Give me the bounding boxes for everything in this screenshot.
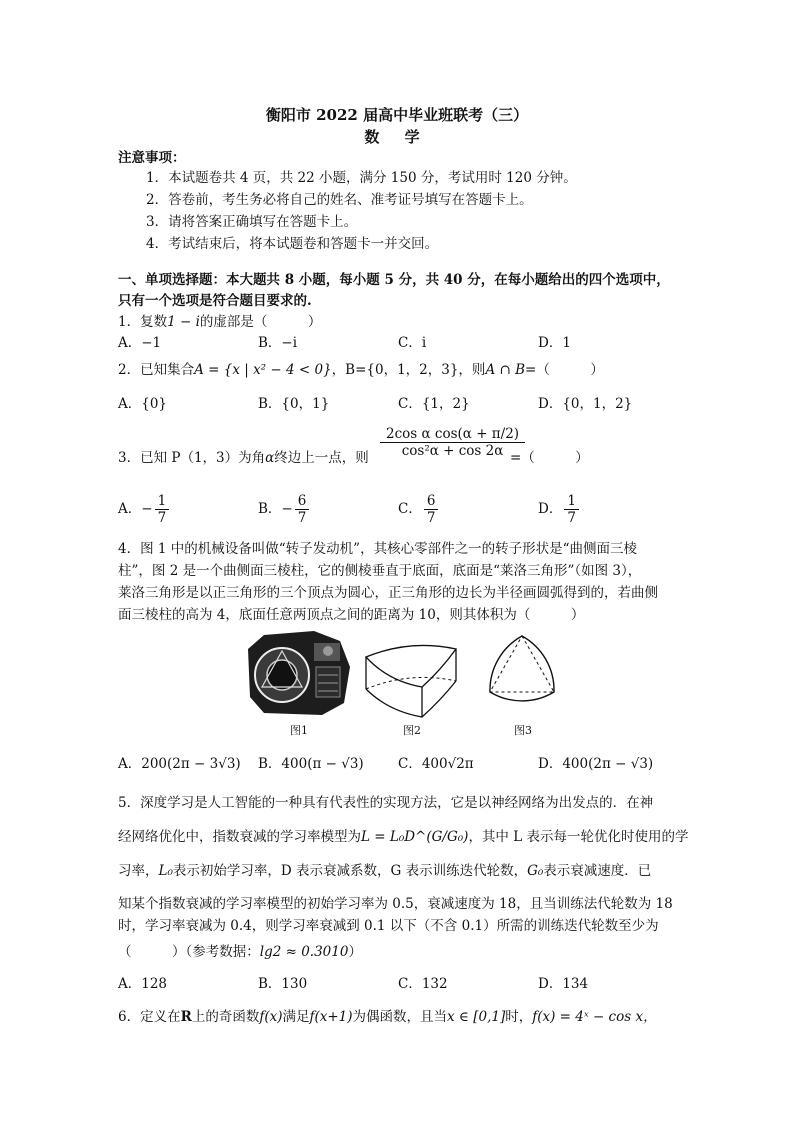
q5-line-1: 5．深度学习是人工智能的一种具有代表性的实现方法，它是以神经网络为出发点的．在神 [118,795,654,811]
notice-item-4: 4．考试结束后，将本试题卷和答题卡一并交回。 [146,236,439,252]
section-heading-line2: 只有一个选项是符合题目要求的. [118,293,312,309]
q1-option-c: C．i [398,335,427,351]
q3-option-d: D． $\frac{1}{7}$ [538,493,581,526]
q3-option-a: A．− $\frac{1}{7}$ [118,493,171,526]
q2-option-c: C．{1，2} [398,396,470,412]
q5-line-2: 经网络优化中，指数衰减的学习率模型为L = L₀D^(G/G₀)，其中 L 表示每一轮优化时使用的学 [118,829,689,845]
q1-option-b: B．−i [258,335,298,351]
q5-line-6: （ ）（参考数据：lg2 ≈ 0.3010） [118,944,362,960]
figure-2-caption: 图2 [403,724,421,737]
figure-1-rotary-engine [244,627,354,719]
q2-option-b: B．{0，1} [258,396,330,412]
q5-option-c: C．132 [398,976,448,992]
q3-fraction [378,426,527,459]
q5-reference: lg2 ≈ 0.3010 [259,944,349,960]
figure-2-curved-prism [360,637,462,719]
q5-line-5: 时，学习率衰减为 0.4，则学习率衰减到 0.1 以下（不含 0.1）所需的训练迭代轮数至少为 [118,918,659,934]
q1-option-d: D．1 [538,335,571,351]
figure-1-caption: 图1 [290,724,308,737]
q3-stem-end: =（ ） [510,450,589,466]
q4-line-1: 4．图 1 中的机械设备叫做“转子发动机”，其核心零部件之一的转子形状是“曲侧面三棱 [118,541,637,557]
q2-option-d: D．{0，1，2} [538,396,633,412]
q4-line-4: 面三棱柱的高为 4，底面任意两顶点之间的距离为 10，则其体积为（ ） [118,607,585,623]
question-6-stem: 6．定义在R上的奇函数f(x)满足f(x+1)为偶函数，且当x ∈ [0,1]时，f(x) = 4ˣ − cos x， [118,1009,657,1025]
q3-option-c: C． $\frac{6}{7}$ [398,493,440,526]
q1-expression: 1 − i [167,314,200,330]
q4-line-3: 莱洛三角形是以正三角形的三个顶点为圆心，正三角形的边长为半径画圆弧得到的，若曲侧 [118,585,658,601]
q5-formula: L = L₀D^(G/G₀) [361,829,469,845]
q4-option-a: A．200(2π − 3√3) [118,756,241,772]
q2-expression: A ∩ B [485,362,526,378]
q4-option-c: C．400√2π [398,756,474,772]
q5-line-3: 习率，L₀表示初始学习率，D 表示衰减系数，G 表示训练迭代轮数，G₀表示衰减速度．已 [118,863,652,879]
q5-option-b: B．130 [258,976,308,992]
section-heading-line1: 一、单项选择题：本大题共 8 小题，每小题 5 分，共 40 分，在每小题给出的四个选项中， [118,272,670,288]
notice-item-2: 2．答卷前，考生务必将自己的姓名、准考证号填写在答题卡上。 [146,192,533,208]
figure-3-caption: 图3 [514,724,532,737]
figure-3-reuleaux-triangle [484,630,560,720]
q2-set-a: A = {x | x² − 4 < 0} [194,362,332,378]
q3-numerator: 2cos α cos(α + π/2) [380,426,525,443]
q4-option-b: B．400(π − √3) [258,756,364,772]
q4-line-2: 柱”，图 2 是一个曲侧面三棱柱，它的侧棱垂直于底面，底面是“莱洛三角形”（如图 3）， [118,563,642,579]
exam-title: 衡阳市 2022 届高中毕业班联考（三） [265,106,529,124]
question-2-stem: 2．已知集合A = {x | x² − 4 < 0}，B={0，1，2，3}，则A ∩ B=（ ） [118,362,604,378]
notice-heading: 注意事项： [118,150,186,166]
question-3-stem: 3．已知 P（1，3）为角α终边上一点，则 [118,450,369,466]
q1-option-a: A．−1 [118,335,162,351]
q2-option-a: A．{0} [118,396,168,412]
notice-item-3: 3．请将答案正确填写在答题卡上。 [146,214,358,230]
q3-denominator: cos²α + cos 2α [401,443,504,459]
q4-option-d: D．400(2π − √3) [538,756,654,772]
question-1-stem: 1．复数1 − i的虚部是（ ） [118,314,322,330]
q5-option-a: A．128 [118,976,168,992]
exam-subject: 数 学 [364,128,430,146]
q5-option-d: D．134 [538,976,589,992]
q5-line-4: 知某个指数衰减的学习率模型的初始学习率为 0.5，衰减速度为 18，且当训练法代轮数为 18 [118,896,673,912]
q3-option-b: B．− $\frac{6}{7}$ [258,493,311,526]
notice-item-1: 1．本试题卷共 4 页，共 22 小题，满分 150 分，考试用时 120 分钟。 [146,170,577,186]
